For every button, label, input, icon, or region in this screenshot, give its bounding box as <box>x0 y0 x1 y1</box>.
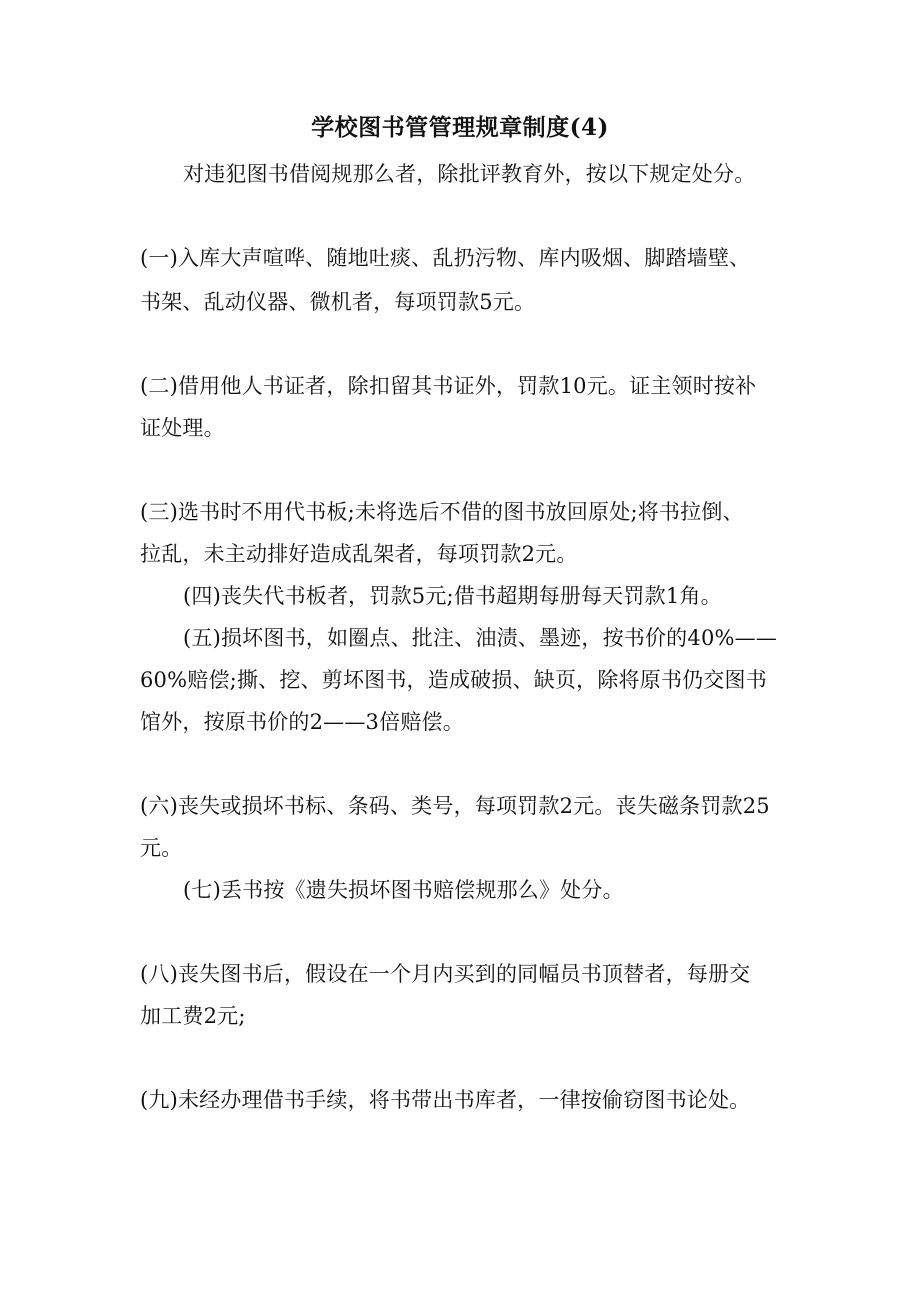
intro-paragraph: 对违犯图书借阅规那么者，除批评教育外，按以下规定处分。 <box>183 162 756 186</box>
rule-5-line-1: (五)损坏图书，如圈点、批注、油渍、墨迹，按书价的40%—— <box>183 626 778 650</box>
rule-2-line-2: 证处理。 <box>140 416 225 440</box>
rule-8-line-2: 加工费2元; <box>140 1004 246 1028</box>
rule-8-line-1: (八)丧失图书后，假设在一个月内买到的同幅员书顶替者，每册交 <box>140 962 751 986</box>
rule-7-line-1: (七)丢书按《遗失损坏图书赔偿规那么》处分。 <box>183 878 624 902</box>
rule-5-line-3: 馆外，按原书价的2——3倍赔偿。 <box>140 710 464 734</box>
rule-2-line-1: (二)借用他人书证者，除扣留其书证外，罚款10元。证主领时按补 <box>140 374 757 398</box>
rule-6-line-1: (六)丧失或损坏书标、条码、类号，每项罚款2元。丧失磁条罚款25 <box>140 794 770 818</box>
rule-3-line-2: 拉乱，未主动排好造成乱架者，每项罚款2元。 <box>140 542 578 566</box>
rule-9-line-1: (九)未经办理借书手续，将书带出书库者，一律按偷窃图书论处。 <box>140 1088 751 1112</box>
document-title: 学校图书管管理规章制度(4) <box>311 114 609 141</box>
rule-1-line-1: (一)入库大声喧哗、随地吐痰、乱扔污物、库内吸烟、脚踏墙壁、 <box>140 246 751 270</box>
rule-5-line-2: 60%赔偿;撕、挖、剪坏图书，造成破损、缺页，除将原书仍交图书 <box>140 668 767 692</box>
rule-1-line-2: 书架、乱动仪器、微机者，每项罚款5元。 <box>140 290 536 314</box>
rule-4-line-1: (四)丧失代书板者，罚款5元;借书超期每册每天罚款1角。 <box>183 584 722 608</box>
rule-3-line-1: (三)选书时不用代书板;未将选后不借的图书放回原处;将书拉倒、 <box>140 500 744 524</box>
rule-6-line-2: 元。 <box>140 836 183 860</box>
